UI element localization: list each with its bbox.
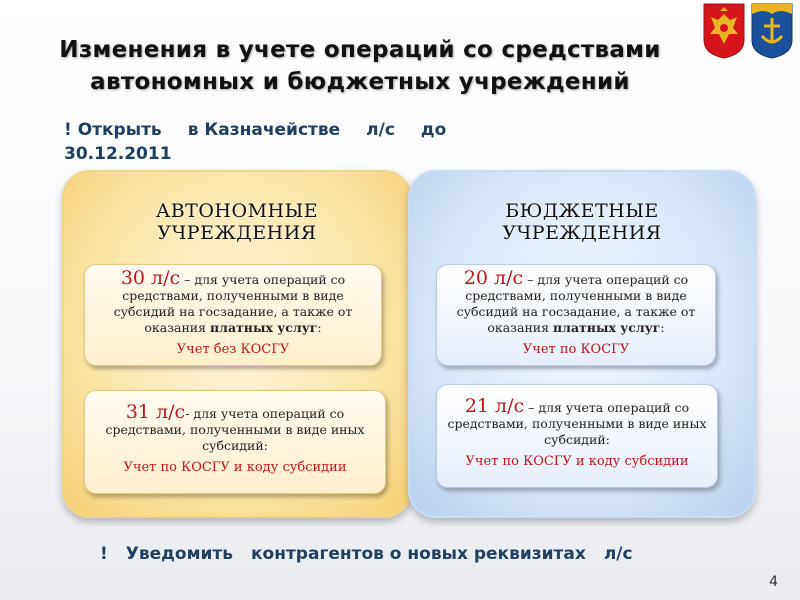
column-title-line: УЧРЕЖДЕНИЯ	[157, 222, 317, 244]
card-footer: Учет по КОСГУ и коду субсидии	[465, 454, 689, 469]
card-text: - для учета операций со средствами, полученными в виде иных субсидий:	[105, 406, 365, 453]
column-title-line: УЧРЕЖДЕНИЯ	[502, 222, 662, 244]
notice-word: до	[420, 120, 447, 140]
coat-of-arms-murmansk-icon	[750, 2, 794, 60]
card-text-bold: платных услуг	[552, 320, 661, 335]
card-text: – для учета операций со средствами, полученными в виде субсидий на госзадание, а также от оказания	[113, 272, 353, 335]
card-account-30	[84, 264, 382, 366]
card-footer: Учет по КОСГУ	[522, 342, 630, 357]
notice-word: Открыть	[77, 120, 162, 140]
notice-notify-counterparties	[100, 544, 760, 564]
notice-word: Уведомить	[125, 544, 233, 564]
card-footer: Учет без КОСГУ	[176, 342, 290, 357]
card-account-21	[436, 384, 718, 488]
column-autonomous	[62, 170, 412, 518]
card-text: – для учета операций со средствами, полученными в виде субсидий на госзадание, а также от оказания	[456, 272, 696, 335]
account-number: 21 л/с	[464, 395, 525, 417]
card-text: :	[660, 320, 665, 335]
column-autonomous-title	[64, 200, 410, 244]
notice-open-accounts	[64, 118, 534, 166]
notice-mark: !	[100, 544, 108, 564]
card-text-bold: платных услуг	[209, 320, 318, 335]
card-text: – для учета операций со средствами, полученными в виде иных субсидий:	[447, 400, 707, 447]
notice-word: л/с	[603, 544, 633, 564]
card-account-20	[436, 264, 716, 366]
column-budget	[408, 170, 756, 518]
notice-date: 30.12.2011	[64, 144, 172, 164]
coat-of-arms-russia-icon	[702, 2, 746, 60]
card-text: :	[317, 320, 322, 335]
account-number: 31 л/с	[125, 401, 186, 423]
notice-word: контрагентов о новых реквизитах	[250, 544, 586, 564]
column-title-line: АВТОНОМНЫЕ	[155, 200, 319, 222]
account-number: 20 л/с	[463, 267, 524, 289]
card-account-31	[84, 390, 386, 494]
column-budget-title	[410, 200, 754, 244]
notice-word: в Казначействе	[187, 120, 341, 140]
account-number: 30 л/с	[120, 267, 181, 289]
card-footer: Учет по КОСГУ и коду субсидии	[123, 460, 347, 475]
emblems	[700, 2, 796, 62]
slide-title-line1: Изменения в учете операций со средствами	[59, 37, 661, 63]
slide-title	[30, 34, 690, 98]
column-title-line: БЮДЖЕТНЫЕ	[505, 200, 659, 222]
notice-word: л/с	[366, 120, 395, 140]
page-number: 4	[769, 574, 778, 590]
slide-title-line2: автономных и бюджетных учреждений	[90, 69, 630, 95]
notice-mark: !	[64, 120, 72, 140]
